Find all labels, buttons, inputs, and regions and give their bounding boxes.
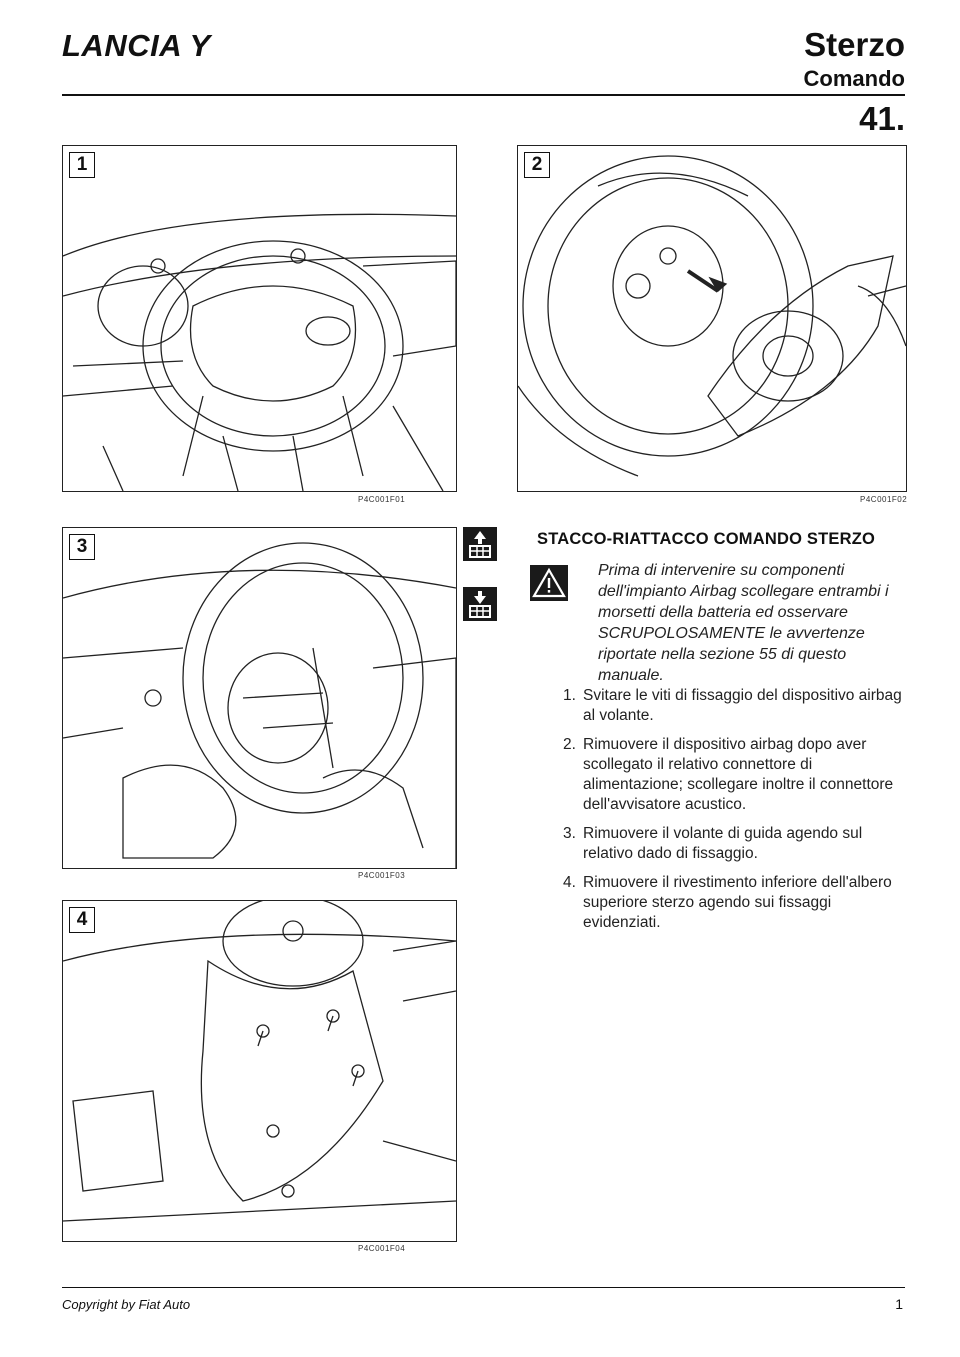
warning-text: Prima di intervenire su componenti dell'impianto Airbag scollegare entrambi i morsetti della batteria ed osservare SCRUPOLOSAMENTE le avvertenze riportate nella sezione 55 di questo manuale. bbox=[598, 562, 889, 684]
list-item: 2. Rimuovere il dispositivo airbag dopo aver scollegato il relativo connettore di alimentazione; scollegare inoltre il connettore dell'avvisatore acustico. bbox=[563, 736, 894, 813]
figure-number: 1 bbox=[69, 152, 95, 178]
column-cover-illustration bbox=[63, 901, 456, 1241]
section-title: Sterzo bbox=[804, 26, 905, 63]
warning-icon bbox=[530, 565, 568, 601]
figure-3 bbox=[62, 527, 457, 869]
steering-wheel-removal-illustration bbox=[63, 528, 456, 868]
copyright: Copyright by Fiat Auto bbox=[62, 1297, 191, 1312]
header-rule bbox=[62, 94, 905, 96]
remove-icon bbox=[463, 527, 497, 561]
figure-1 bbox=[62, 145, 457, 492]
footer-page-number: 1 bbox=[895, 1296, 903, 1312]
footer-rule bbox=[62, 1287, 905, 1288]
steering-wheel-illustration bbox=[63, 146, 456, 491]
list-item: 1. Svitare le viti di fissaggio del dispositivo airbag al volante. bbox=[563, 687, 902, 724]
list-item: 3. Rimuovere il volante di guida agendo sul relativo dado di fissaggio. bbox=[563, 825, 863, 862]
list-item: 4. Rimuovere il rivestimento inferiore dell'albero superiore sterzo agendo sui fissaggi evidenziati. bbox=[563, 874, 892, 931]
figure-number: 4 bbox=[69, 907, 95, 933]
figure-code: P4C001F03 bbox=[358, 871, 406, 880]
refit-icon bbox=[463, 587, 497, 621]
subsection-title: Comando bbox=[803, 66, 905, 91]
figure-number: 3 bbox=[69, 534, 95, 560]
figure-code: P4C001F01 bbox=[358, 495, 406, 504]
figure-code: P4C001F04 bbox=[358, 1244, 406, 1253]
procedure-heading: STACCO-RIATTACCO COMANDO STERZO bbox=[537, 530, 876, 548]
procedure-steps bbox=[563, 686, 908, 942]
airbag-removal-illustration bbox=[518, 146, 906, 491]
figure-2 bbox=[517, 145, 907, 492]
figure-code: P4C001F02 bbox=[860, 495, 908, 504]
brand-title: LANCIA Y bbox=[62, 28, 211, 63]
figure-4 bbox=[62, 900, 457, 1242]
page-number: 41. bbox=[859, 100, 905, 137]
figure-number: 2 bbox=[524, 152, 550, 178]
